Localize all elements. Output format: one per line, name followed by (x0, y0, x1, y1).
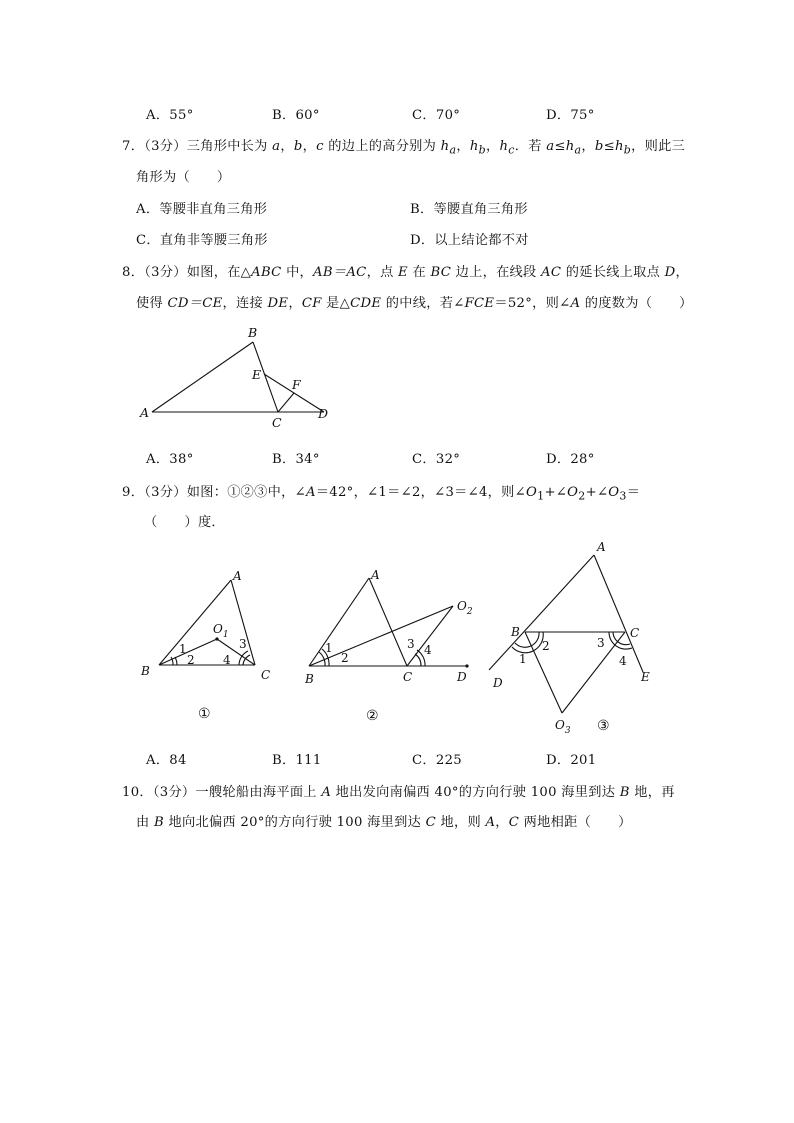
q9-option-c[interactable]: C．225 (412, 753, 462, 768)
q9-f3-label-b: B (511, 625, 520, 639)
q9-f2-arc-c (415, 654, 421, 666)
q9-f2-label-4: 4 (424, 643, 432, 657)
q7-stem-line2: 角形为（ ） (136, 170, 231, 185)
q9-f3-arc-c2 (609, 632, 632, 649)
q7-option-b[interactable]: B．等腰直角三角形 (410, 202, 528, 217)
q9-f1-arc-b2 (175, 657, 177, 665)
q6-option-c[interactable]: C．70° (412, 108, 461, 123)
q9-caption-2: ② (366, 708, 379, 724)
q8-option-c[interactable]: C．32° (412, 452, 461, 467)
q9-f1-label-3: 3 (239, 637, 247, 651)
q9-f3-label-3: 3 (597, 636, 605, 650)
q9-f3-label-1: 1 (519, 652, 527, 666)
q8-stem-line1: 8．（3分）如图，在△ABC 中，AB＝AC，点 E 在 BC 边上，在线段 AC 的延长线上取点 D， (122, 265, 690, 280)
q9-option-b[interactable]: B．111 (272, 753, 322, 768)
q8-label-e: E (252, 367, 262, 382)
q9-f2-label-1: 1 (325, 641, 333, 655)
q9-f2-bo (309, 606, 453, 666)
q8-label-d: D (318, 406, 329, 421)
q9-f1-label-c: C (261, 668, 271, 682)
q8-label-c: C (272, 415, 282, 430)
q9-option-d[interactable]: D．201 (546, 753, 597, 768)
q9-figure-2 (295, 560, 485, 690)
q6-option-a[interactable]: A．55° (146, 108, 194, 123)
q8-label-f: F (292, 377, 301, 392)
q9-f3-label-o: $O_3$ (555, 718, 571, 736)
q9-f2-label-2: 2 (341, 651, 349, 665)
q9-figure-3 (485, 535, 665, 740)
q8-segment-ab (152, 342, 253, 412)
q9-f1-label-4: 4 (223, 653, 231, 667)
q9-f3-co (562, 632, 625, 713)
q9-f2-ac (369, 578, 407, 666)
q9-f2-label-c: C (403, 670, 413, 684)
q9-f1-arc-b (171, 657, 173, 665)
q9-f3-label-2: 2 (542, 639, 550, 653)
q9-f2-label-b: B (305, 672, 314, 686)
q8-option-d[interactable]: D．28° (546, 452, 595, 467)
q10-stem-line1: 10．（3分）一艘轮船由海平面上 A 地出发向南偏西 40°的方向行驶 100 海里到达 B 地，再 (122, 785, 675, 800)
q9-f3-label-c: C (630, 626, 640, 640)
q7-stem-line1: 7．（3分）三角形中长为 a，b，c 的边上的高分别为 $h_a$，$h_b$，$h_c$．若 $a\le h_a$，$b\le h_b$，则此三 (122, 139, 686, 157)
q9-caption-3: ③ (597, 718, 610, 734)
q9-f1-label-o: $O_1$ (213, 622, 229, 640)
q9-f2-ab (309, 578, 369, 666)
q9-f1-point-o (215, 637, 218, 640)
q8-segment-cf (278, 393, 294, 412)
q10-stem-line2: 由 B 地向北偏西 20°的方向行驶 100 海里到达 C 地，则 A，C 两地相距（ ） (136, 815, 632, 830)
q8-option-a[interactable]: A．38° (146, 452, 194, 467)
q9-f2-label-o: $O_2$ (457, 599, 473, 617)
q9-f2-label-3: 3 (407, 637, 415, 651)
q9-f1-label-2: 2 (187, 653, 195, 667)
q9-stem-line2: （ ）度． (144, 515, 225, 530)
q9-option-a[interactable]: A．84 (146, 753, 187, 768)
q7-option-a[interactable]: A．等腰非直角三角形 (136, 202, 268, 217)
q9-f3-label-e: E (641, 670, 650, 684)
q8-stem-line2: 使得 CD＝CE，连接 DE，CF 是△CDE 的中线，若∠FCE＝52°，则∠A 的度数为（ ） (136, 296, 693, 311)
q9-figure-1 (135, 560, 285, 690)
q9-f1-label-b: B (141, 664, 150, 678)
q9-f3-label-d: D (493, 676, 503, 690)
q6-option-b[interactable]: B．60° (272, 108, 320, 123)
q7-option-c[interactable]: C．直角非等腰三角形 (136, 233, 268, 248)
q8-label-b: B (248, 325, 258, 340)
q8-label-a: A (140, 405, 150, 420)
q9-stem-line1: 9．（3分）如图：①②③中，∠A＝42°，∠1＝∠2，∠3＝∠4，则$\angle O_1+\angle O_2+\angle O_3=$ (122, 485, 641, 503)
q6-option-d[interactable]: D．75° (546, 108, 595, 123)
q9-f1-label-a: A (233, 569, 242, 583)
q9-f1-ac (231, 580, 255, 665)
q7-option-d[interactable]: D．以上结论都不对 (410, 233, 529, 248)
q9-f1-arc-c (243, 655, 250, 665)
q9-f3-label-a: A (597, 540, 606, 554)
q9-f2-label-d: D (457, 670, 467, 684)
q9-f1-label-1: 1 (179, 642, 187, 656)
q8-figure (130, 320, 340, 435)
q9-f3-label-4: 4 (619, 654, 627, 668)
q9-f2-label-a: A (371, 568, 380, 582)
q9-caption-1: ① (198, 706, 211, 722)
q9-f2-point-d (465, 664, 468, 667)
q8-option-b[interactable]: B．34° (272, 452, 320, 467)
